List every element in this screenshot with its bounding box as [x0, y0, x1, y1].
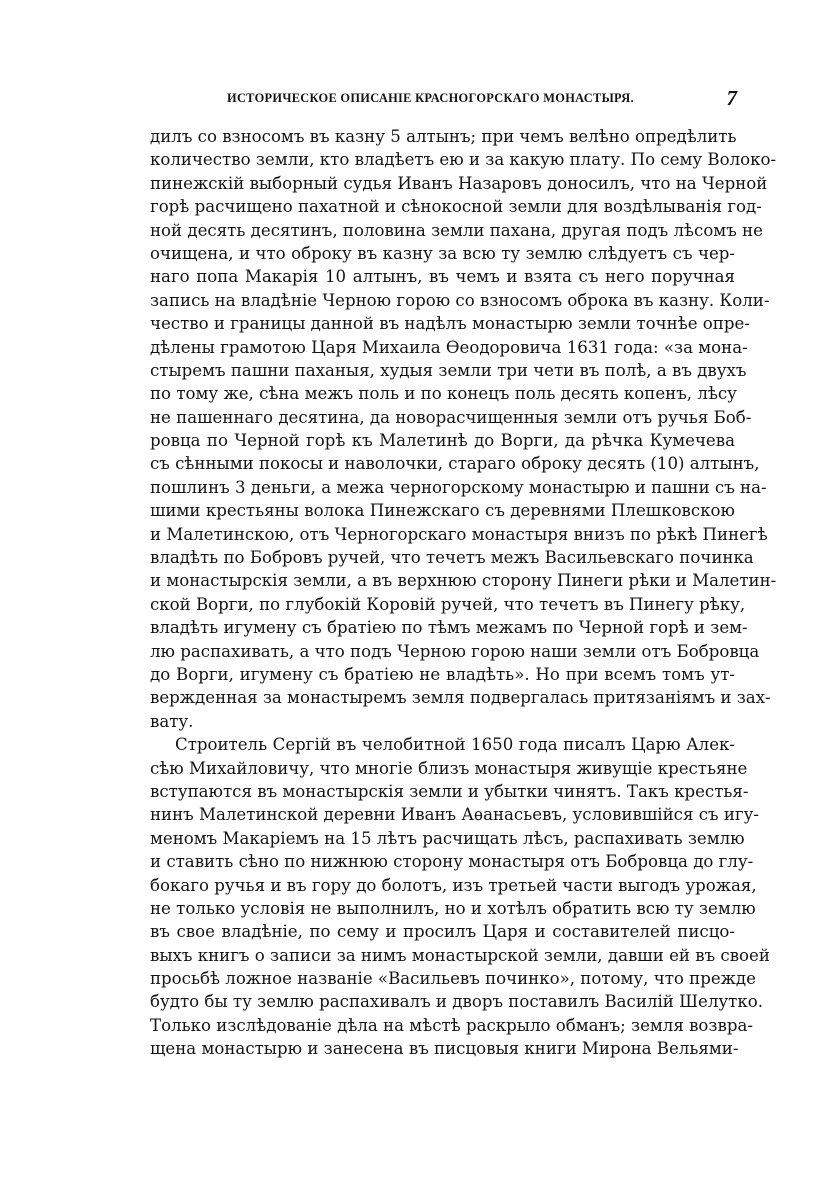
text-line: по тому же, сѣна межъ поль и по конецъ поль десять копенъ, лѣсу	[150, 384, 737, 404]
text-line: нинъ Малетинской деревни Иванъ Аѳанасьевъ, условившійся съ игу-	[150, 805, 759, 825]
text-line: лю распахивать, а что подъ Черною горою наши земли отъ Бобровца	[150, 641, 760, 661]
text-line: Только изслѣдованіе дѣла на мѣстѣ раскрыло обманъ; земля возвра-	[150, 1015, 753, 1035]
text-line: съ сѣнными покосы и наволочки, стараго оброку десять (10) алтынъ,	[150, 454, 760, 474]
text-line: чество и границы данной въ надѣлъ монастырю земли точнѣе опре-	[150, 314, 750, 334]
running-title: ИСТОРИЧЕСКОЕ ОПИСАНІЕ КРАСНОГОРСКАГО МОНАСТЫРЯ.	[227, 91, 634, 105]
text-line: не только условія не выполнилъ, но и хотѣлъ обратить всю ту землю	[150, 898, 756, 918]
text-line: сѣю Михайловичу, что многіе близъ монастыря живущіе крестьяне	[150, 758, 748, 778]
text-line: бокаго ручья и въ гору до болотъ, изъ третьей части выгодъ урожая,	[150, 875, 757, 895]
text-line: ской Ворги, по глубокій Коровій ручей, что течетъ въ Пинегу рѣку,	[150, 594, 746, 614]
text-line: и Малетинскою, отъ Черногорскаго монастыря внизъ по рѣкѣ Пинегѣ	[150, 524, 768, 544]
text-line: щена монастырю и занесена въ писцовыя книги Мирона Вельями-	[150, 1039, 739, 1059]
text-line: запись на владѣніе Черною горою со взносомъ оброка въ казну. Коли-	[150, 290, 770, 310]
text-line: и ставить сѣно по нижнюю сторону монастыря отъ Бобровца до глу-	[150, 852, 754, 872]
text-line: меномъ Макаріемъ на 15 лѣтъ расчищать лѣсъ, распахивать землю	[150, 828, 745, 848]
paragraph-end-line: вату.	[150, 711, 194, 731]
text-line: не пашеннаго десятина, да новорасчищенныя земли отъ ручья Боб-	[150, 407, 752, 427]
text-line: владѣть по Бобровъ ручей, что течетъ межъ Васильевскаго починка	[150, 548, 754, 568]
text-line: до Ворги, игумену съ братіею не владѣть». Но при всемъ томъ ут-	[150, 664, 735, 684]
text-body	[150, 125, 777, 1061]
text-line: въ свое владѣніе, по сему и просилъ Царя и составителей писцо-	[150, 922, 735, 942]
page-header	[150, 86, 745, 110]
text-line: очищена, и что оброку въ казну за всю ту землю слѣдуетъ съ чер-	[150, 243, 735, 263]
text-line: наго попа Макарія 10 алтынъ, въ чемъ и взята съ него поручная	[150, 267, 735, 287]
text-line: выхъ книгъ о записи за нимъ монастырской земли, давши ей въ своей	[150, 945, 770, 965]
text-line: владѣть игумену съ братіею по тѣмъ межамъ по Черной горѣ и зем-	[150, 618, 748, 638]
text-line: пошлинъ 3 деньги, а межа черногорскому монастырю и пашни съ на-	[150, 477, 767, 497]
text-line: вступаются въ монастырскія земли и убытки чинятъ. Такъ крестья-	[150, 781, 749, 801]
text-line: ной десять десятинъ, половина земли пахана, другая подъ лѣсомъ не	[150, 220, 763, 240]
paragraph-start-line: Строитель Сергій въ челобитной 1650 года писалъ Царю Алек-	[175, 735, 735, 755]
text-line: шими крестьяны волока Пинежскаго съ деревнями Плешковскою	[150, 501, 735, 521]
text-line: вержденная за монастыремъ земля подвергалась притязаніямъ и зах-	[150, 688, 771, 708]
text-line: ровца по Черной горѣ къ Малетинѣ до Ворги, да рѣчка Кумечева	[150, 431, 735, 451]
page-number: 7	[726, 86, 737, 110]
text-line: дѣлены грамотою Царя Михаила Ѳеодоровича 1631 года: «за мона-	[150, 337, 748, 357]
text-line: просьбѣ ложное названіе «Васильевъ починко», потому, что прежде	[150, 969, 756, 989]
text-line: будто бы ту землю распахивалъ и дворъ поставилъ Василій Шелутко.	[150, 992, 763, 1012]
text-line: горѣ расчищено пахатной и сѣнокосной земли для воздѣлыванія год-	[150, 197, 762, 217]
text-line: количество земли, кто владѣетъ ею и за какую плату. По сему Волоко-	[150, 150, 777, 170]
text-line: дилъ со взносомъ въ казну 5 алтынъ; при чемъ велѣно опредѣлить	[150, 127, 737, 146]
text-line: пинежскій выборный судья Иванъ Назаровъ доносилъ, что на Черной	[150, 173, 768, 193]
text-line: стыремъ пашни паханыя, худыя земли три чети въ полѣ, а въ двухъ	[150, 360, 747, 380]
text-line: и монастырскія земли, а въ верхнюю сторону Пинеги рѣки и Малетин-	[150, 571, 777, 591]
